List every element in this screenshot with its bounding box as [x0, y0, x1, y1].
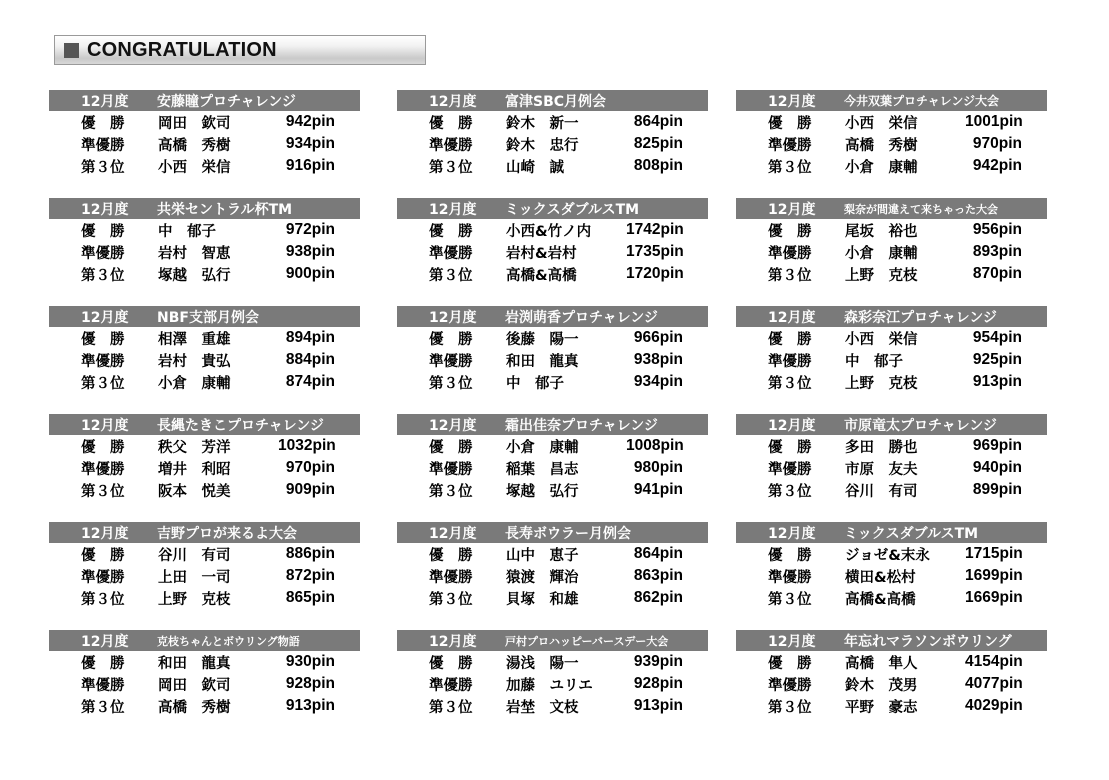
result-card: [397, 90, 708, 177]
score-value: 893pin: [972, 243, 1022, 260]
month-label: 12月度: [81, 417, 129, 434]
result-row: [397, 543, 708, 565]
event-name: 長寿ボウラー月例会: [505, 525, 631, 542]
score-value: 1742pin: [626, 221, 684, 238]
player-name: 上野 克枝: [845, 267, 918, 284]
player-name: 相澤 重雄: [158, 331, 231, 348]
rank-label: 第３位: [768, 591, 812, 608]
rank-label: 第３位: [429, 591, 473, 608]
rank-label: 準優勝: [81, 353, 125, 370]
result-row: [49, 479, 360, 501]
card-header: [736, 630, 1047, 651]
player-name: 小倉 康輔: [845, 245, 918, 262]
result-row: [49, 673, 360, 695]
month-label: 12月度: [81, 525, 129, 542]
player-name: 岡田 欽司: [158, 115, 231, 132]
score-value: 909pin: [285, 481, 335, 498]
rank-label: 準優勝: [81, 245, 125, 262]
result-row: [397, 565, 708, 587]
score-value: 1008pin: [626, 437, 684, 454]
card-header: [736, 306, 1047, 327]
score-value: 913pin: [972, 373, 1022, 390]
card-header: [49, 630, 360, 651]
month-label: 12月度: [81, 633, 129, 650]
player-name: 貝塚 和雄: [506, 591, 579, 608]
month-label: 12月度: [768, 93, 816, 110]
result-card: [397, 522, 708, 609]
card-header: [736, 90, 1047, 111]
result-row: [397, 349, 708, 371]
result-card: [397, 414, 708, 501]
result-row: [736, 457, 1047, 479]
score-value: 980pin: [633, 459, 683, 476]
score-value: 954pin: [972, 329, 1022, 346]
player-name: 岩村&岩村: [506, 245, 577, 262]
player-name: 尾坂 裕也: [845, 223, 918, 240]
result-card: [736, 198, 1047, 285]
card-header: [397, 522, 708, 543]
player-name: 稲葉 昌志: [506, 461, 579, 478]
rank-label: 優 勝: [429, 547, 473, 564]
result-row: [49, 349, 360, 371]
player-name: 山崎 誠: [506, 159, 564, 176]
player-name: 高橋 秀樹: [158, 699, 231, 716]
player-name: 岩村 智恵: [158, 245, 231, 262]
rank-label: 第３位: [768, 375, 812, 392]
result-row: [49, 219, 360, 241]
player-name: 塚越 弘行: [158, 267, 231, 284]
event-name: 克枝ちゃんとボウリング物語: [157, 634, 300, 648]
month-label: 12月度: [768, 417, 816, 434]
event-name: 長縄たきこプロチャレンジ: [157, 417, 324, 434]
result-row: [736, 695, 1047, 717]
player-name: 平野 豪志: [845, 699, 918, 716]
player-name: 市原 友夫: [845, 461, 918, 478]
rank-label: 優 勝: [429, 223, 473, 240]
month-label: 12月度: [81, 309, 129, 326]
score-value: 940pin: [972, 459, 1022, 476]
result-row: [397, 241, 708, 263]
event-name: 市原竜太プロチャレンジ: [844, 417, 997, 434]
rank-label: 優 勝: [429, 655, 473, 672]
rank-label: 優 勝: [81, 439, 125, 456]
rank-label: 第３位: [81, 591, 125, 608]
card-header: [397, 198, 708, 219]
score-value: 870pin: [972, 265, 1022, 282]
result-card: [736, 414, 1047, 501]
rank-label: 準優勝: [429, 137, 473, 154]
player-name: 高橋&高橋: [506, 267, 577, 284]
rank-label: 準優勝: [429, 569, 473, 586]
event-name: 霜出佳奈プロチャレンジ: [505, 417, 658, 434]
event-name: 今井双葉プロチャレンジ大会: [844, 94, 1000, 108]
event-name: 梨奈が間違えて来ちゃった大会: [844, 202, 998, 216]
result-row: [397, 651, 708, 673]
month-label: 12月度: [429, 417, 477, 434]
result-row: [397, 111, 708, 133]
player-name: 高橋 隼人: [845, 655, 918, 672]
rank-label: 優 勝: [429, 115, 473, 132]
score-value: 969pin: [972, 437, 1022, 454]
score-value: 1669pin: [965, 589, 1023, 606]
rank-label: 準優勝: [81, 569, 125, 586]
score-value: 884pin: [285, 351, 335, 368]
score-value: 864pin: [633, 545, 683, 562]
result-row: [49, 587, 360, 609]
result-card: [49, 306, 360, 393]
score-value: 4077pin: [965, 675, 1023, 692]
result-row: [397, 133, 708, 155]
player-name: 小西 栄信: [158, 159, 231, 176]
result-card: [736, 630, 1047, 717]
card-header: [397, 630, 708, 651]
rank-label: 優 勝: [429, 331, 473, 348]
score-value: 942pin: [285, 113, 335, 130]
event-name: ミックスダブルスTM: [505, 201, 640, 218]
result-row: [736, 565, 1047, 587]
event-name: 年忘れマラソンボウリング: [844, 633, 1012, 650]
rank-label: 準優勝: [768, 677, 812, 694]
result-card: [736, 306, 1047, 393]
month-label: 12月度: [429, 309, 477, 326]
player-name: 多田 勝也: [845, 439, 918, 456]
rank-label: 準優勝: [768, 353, 812, 370]
month-label: 12月度: [81, 93, 129, 110]
score-value: 1699pin: [965, 567, 1023, 584]
score-value: 942pin: [972, 157, 1022, 174]
result-row: [49, 111, 360, 133]
result-row: [49, 651, 360, 673]
result-row: [736, 371, 1047, 393]
result-row: [736, 651, 1047, 673]
month-label: 12月度: [429, 525, 477, 542]
result-row: [49, 155, 360, 177]
player-name: 小西 栄信: [845, 115, 918, 132]
result-row: [736, 543, 1047, 565]
rank-label: 優 勝: [81, 331, 125, 348]
result-row: [397, 219, 708, 241]
page-title: CONGRATULATION: [87, 38, 277, 61]
month-label: 12月度: [429, 633, 477, 650]
result-card: [49, 630, 360, 717]
score-value: 966pin: [633, 329, 683, 346]
player-name: 後藤 陽一: [506, 331, 579, 348]
result-card: [736, 90, 1047, 177]
event-name: 岩渕萌香プロチャレンジ: [505, 309, 658, 326]
rank-label: 第３位: [768, 159, 812, 176]
card-header: [397, 90, 708, 111]
rank-label: 優 勝: [429, 439, 473, 456]
player-name: ジョゼ&末永: [845, 547, 930, 564]
rank-label: 優 勝: [768, 223, 812, 240]
score-value: 928pin: [633, 675, 683, 692]
player-name: 湯浅 陽一: [506, 655, 579, 672]
rank-label: 第３位: [429, 699, 473, 716]
result-row: [736, 587, 1047, 609]
score-value: 894pin: [285, 329, 335, 346]
player-name: 加藤 ユリエ: [506, 677, 593, 694]
month-label: 12月度: [81, 201, 129, 218]
player-name: 山中 恵子: [506, 547, 579, 564]
result-row: [49, 263, 360, 285]
result-row: [49, 241, 360, 263]
player-name: 中 郁子: [158, 223, 216, 240]
score-value: 886pin: [285, 545, 335, 562]
score-value: 4029pin: [965, 697, 1023, 714]
card-header: [49, 198, 360, 219]
result-row: [736, 349, 1047, 371]
score-value: 808pin: [633, 157, 683, 174]
card-header: [49, 414, 360, 435]
event-name: 森彩奈江プロチャレンジ: [844, 309, 997, 326]
rank-label: 優 勝: [81, 655, 125, 672]
rank-label: 優 勝: [81, 115, 125, 132]
event-name: ミックスダブルスTM: [844, 525, 979, 542]
result-card: [49, 90, 360, 177]
rank-label: 第３位: [81, 159, 125, 176]
rank-label: 準優勝: [768, 569, 812, 586]
result-card: [49, 414, 360, 501]
rank-label: 第３位: [429, 267, 473, 284]
rank-label: 第３位: [768, 267, 812, 284]
player-name: 谷川 有司: [845, 483, 918, 500]
score-value: 825pin: [633, 135, 683, 152]
score-value: 970pin: [972, 135, 1022, 152]
score-value: 863pin: [633, 567, 683, 584]
score-value: 899pin: [972, 481, 1022, 498]
score-value: 874pin: [285, 373, 335, 390]
score-value: 928pin: [285, 675, 335, 692]
result-row: [736, 219, 1047, 241]
page-title-bar: [54, 35, 426, 65]
rank-label: 第３位: [768, 483, 812, 500]
card-header: [49, 90, 360, 111]
result-row: [397, 695, 708, 717]
event-name: 戸村プロハッピーバースデー大会: [505, 634, 669, 648]
result-row: [397, 457, 708, 479]
rank-label: 優 勝: [81, 547, 125, 564]
rank-label: 準優勝: [429, 677, 473, 694]
result-card: [397, 630, 708, 717]
rank-label: 準優勝: [768, 137, 812, 154]
result-row: [49, 565, 360, 587]
month-label: 12月度: [768, 633, 816, 650]
score-value: 1715pin: [965, 545, 1023, 562]
score-value: 1735pin: [626, 243, 684, 260]
result-row: [736, 673, 1047, 695]
player-name: 鈴木 忠行: [506, 137, 579, 154]
month-label: 12月度: [768, 525, 816, 542]
result-row: [397, 673, 708, 695]
result-row: [736, 111, 1047, 133]
rank-label: 優 勝: [768, 655, 812, 672]
rank-label: 第３位: [81, 267, 125, 284]
score-value: 941pin: [633, 481, 683, 498]
rank-label: 第３位: [768, 699, 812, 716]
card-header: [736, 414, 1047, 435]
player-name: 鈴木 茂男: [845, 677, 918, 694]
rank-label: 優 勝: [768, 547, 812, 564]
rank-label: 第３位: [81, 375, 125, 392]
event-name: 共栄セントラル杯TM: [157, 201, 293, 218]
rank-label: 準優勝: [81, 677, 125, 694]
result-row: [49, 435, 360, 457]
score-value: 913pin: [285, 697, 335, 714]
rank-label: 準優勝: [81, 461, 125, 478]
player-name: 岩村 貴弘: [158, 353, 231, 370]
rank-label: 優 勝: [768, 115, 812, 132]
score-value: 938pin: [285, 243, 335, 260]
result-row: [736, 479, 1047, 501]
player-name: 岡田 欽司: [158, 677, 231, 694]
result-row: [49, 133, 360, 155]
rank-label: 準優勝: [429, 461, 473, 478]
player-name: 中 郁子: [506, 375, 564, 392]
result-row: [397, 155, 708, 177]
player-name: 高橋&高橋: [845, 591, 916, 608]
player-name: 上野 克枝: [158, 591, 231, 608]
rank-label: 第３位: [429, 159, 473, 176]
player-name: 横田&松村: [845, 569, 916, 586]
player-name: 岩埜 文枝: [506, 699, 579, 716]
result-row: [49, 371, 360, 393]
score-value: 900pin: [285, 265, 335, 282]
card-header: [736, 198, 1047, 219]
player-name: 和田 龍真: [158, 655, 231, 672]
result-card: [49, 522, 360, 609]
result-row: [49, 543, 360, 565]
score-value: 862pin: [633, 589, 683, 606]
player-name: 小倉 康輔: [845, 159, 918, 176]
player-name: 上野 克枝: [845, 375, 918, 392]
month-label: 12月度: [429, 201, 477, 218]
player-name: 阪本 悦美: [158, 483, 231, 500]
player-name: 小西&竹ノ内: [506, 223, 592, 240]
card-header: [397, 306, 708, 327]
score-value: 865pin: [285, 589, 335, 606]
rank-label: 準優勝: [768, 245, 812, 262]
player-name: 谷川 有司: [158, 547, 231, 564]
score-value: 4154pin: [965, 653, 1023, 670]
month-label: 12月度: [768, 201, 816, 218]
result-row: [49, 695, 360, 717]
card-header: [736, 522, 1047, 543]
rank-label: 第３位: [429, 483, 473, 500]
result-row: [397, 587, 708, 609]
result-row: [397, 327, 708, 349]
score-value: 939pin: [633, 653, 683, 670]
card-header: [397, 414, 708, 435]
score-value: 956pin: [972, 221, 1022, 238]
result-row: [49, 327, 360, 349]
player-name: 塚越 弘行: [506, 483, 579, 500]
square-bullet-icon: [64, 43, 79, 58]
result-row: [397, 435, 708, 457]
score-value: 938pin: [633, 351, 683, 368]
score-value: 872pin: [285, 567, 335, 584]
rank-label: 優 勝: [81, 223, 125, 240]
score-value: 864pin: [633, 113, 683, 130]
month-label: 12月度: [429, 93, 477, 110]
player-name: 小倉 康輔: [506, 439, 579, 456]
player-name: 小西 栄信: [845, 331, 918, 348]
result-card: [397, 306, 708, 393]
rank-label: 準優勝: [81, 137, 125, 154]
event-name: NBF支部月例会: [157, 309, 259, 326]
rank-label: 優 勝: [768, 439, 812, 456]
result-card: [49, 198, 360, 285]
player-name: 増井 利昭: [158, 461, 231, 478]
player-name: 小倉 康輔: [158, 375, 231, 392]
player-name: 秩父 芳洋: [158, 439, 231, 456]
score-value: 930pin: [285, 653, 335, 670]
result-row: [397, 263, 708, 285]
result-row: [397, 371, 708, 393]
player-name: 中 郁子: [845, 353, 903, 370]
rank-label: 準優勝: [429, 245, 473, 262]
card-header: [49, 522, 360, 543]
score-value: 1720pin: [626, 265, 684, 282]
score-value: 1001pin: [965, 113, 1023, 130]
score-value: 972pin: [285, 221, 335, 238]
result-row: [736, 155, 1047, 177]
score-value: 1032pin: [278, 437, 336, 454]
result-row: [49, 457, 360, 479]
result-row: [736, 327, 1047, 349]
result-row: [736, 435, 1047, 457]
rank-label: 優 勝: [768, 331, 812, 348]
result-row: [736, 263, 1047, 285]
player-name: 和田 龍真: [506, 353, 579, 370]
score-value: 913pin: [633, 697, 683, 714]
event-name: 富津SBC月例会: [505, 93, 607, 110]
score-value: 934pin: [285, 135, 335, 152]
result-row: [397, 479, 708, 501]
month-label: 12月度: [768, 309, 816, 326]
player-name: 鈴木 新一: [506, 115, 579, 132]
rank-label: 第３位: [81, 699, 125, 716]
event-name: 安藤瞳プロチャレンジ: [157, 93, 296, 110]
result-card: [736, 522, 1047, 609]
score-value: 934pin: [633, 373, 683, 390]
player-name: 高橋 秀樹: [158, 137, 231, 154]
rank-label: 第３位: [81, 483, 125, 500]
rank-label: 準優勝: [768, 461, 812, 478]
event-name: 吉野プロが来るよ大会: [157, 525, 297, 542]
result-row: [736, 133, 1047, 155]
result-card: [397, 198, 708, 285]
result-row: [736, 241, 1047, 263]
score-value: 970pin: [285, 459, 335, 476]
score-value: 925pin: [972, 351, 1022, 368]
player-name: 高橋 秀樹: [845, 137, 918, 154]
player-name: 上田 一司: [158, 569, 231, 586]
player-name: 猿渡 輝治: [506, 569, 579, 586]
card-header: [49, 306, 360, 327]
rank-label: 準優勝: [429, 353, 473, 370]
score-value: 916pin: [285, 157, 335, 174]
rank-label: 第３位: [429, 375, 473, 392]
